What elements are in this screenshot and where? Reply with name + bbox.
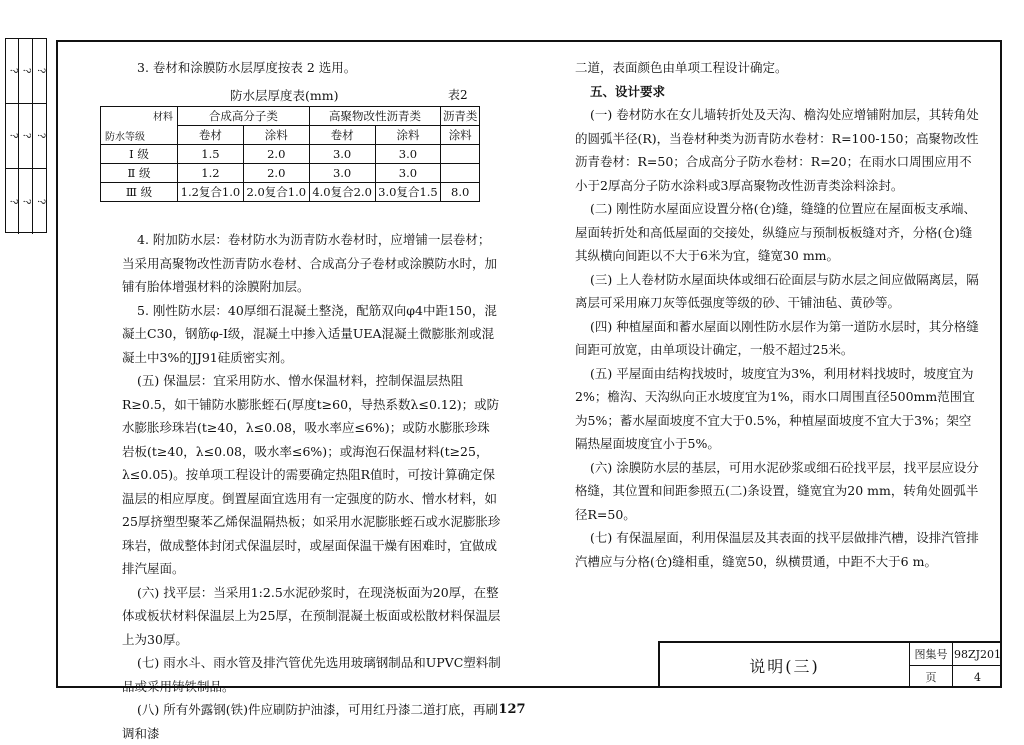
item-3: 3. 卷材和涂膜防水层厚度按表 2 选用。 <box>137 60 357 75</box>
margin-row <box>6 39 46 104</box>
requirement-1: (一) 卷材防水在女儿墙转折处及天沟、檐沟处应增铺附加层，其转角处的圆弧半径(R)，当卷材种类为沥青防水卷材：R=100-150；高聚物改性沥青卷材：R=50；合成高分子防水卷材：R=20；在雨水口周围应用不小于2厚高分子防水涂料或3厚高聚物改性沥青类涂料涂封。 <box>575 107 979 193</box>
title-block-meta <box>910 643 1002 688</box>
sheet-page-number: 4 <box>974 670 981 684</box>
item-eight-paint: (八) 所有外露钢(铁)件应刷防护油漆，可用红丹漆二道打底，再刷调和漆 <box>122 702 498 741</box>
table-cell: 2.0 <box>243 145 309 164</box>
requirement-2: (二) 刚性防水屋面应设置分格(仓)缝，缝缝的位置应在屋面板支承端、屋面转折处和高低屋面的交接处，纵缝应与预制板板缝对齐，分格(仓)缝其纵横向间距以不大于6米为宜，缝宽30 mm。 <box>575 201 976 263</box>
table-cell: 1.2复合1.0 <box>178 183 244 202</box>
table-corner-cell <box>101 107 178 145</box>
requirement-3: (三) 上人卷材防水屋面块体或细石砼面层与防水层之间应做隔离层，隔离层可采用麻刀灰等低强度等级的砂、干铺油毡、黄砂等。 <box>575 271 979 310</box>
margin-cell: ? <box>34 198 46 205</box>
corner-label-material: 材料 <box>153 112 173 123</box>
table-cell: 2.0 <box>243 164 309 183</box>
table-number: 表2 <box>448 88 468 102</box>
page-row <box>910 666 1002 688</box>
margin-row <box>6 169 46 234</box>
table-cell: 8.0 <box>441 183 480 202</box>
table-cell: 3.0复合1.5 <box>375 183 441 202</box>
table-cell: 3.0 <box>375 164 441 183</box>
group-header: 高聚物改性沥青类 <box>309 107 441 126</box>
margin-cell: ? <box>6 39 19 103</box>
sub-header: 涂料 <box>375 126 441 145</box>
margin-cell: ? <box>34 68 46 74</box>
table-cell: 3.0 <box>375 145 441 164</box>
table-cell <box>441 145 480 164</box>
level-cell: Ⅲ 级 <box>101 183 178 202</box>
continuation-text: 二道，表面颜色由单项工程设计确定。 <box>575 60 788 75</box>
item-five-insulation: (五) 保温层：宜采用防水、憎水保温材料，控制保温层热阻R≥0.5，如干铺防水膨胀蛭石(厚度t≥60，导热系数λ≤0.12)；或防水膨胀珍珠岩(t≥40，λ≤0.08，吸水率应≤6%)；或防水膨胀珍珠岩板(t≥40，λ≤0.08，吸水率≤6%)；或海泡石保温材料(t≥25，λ≤0.05)。按单项工程设计的需要确定热阻R值时，可按计算确定保温层的相应厚度。倒置屋面宜选用有一定强度的防水、憎水材料，如25厚挤塑型聚苯乙烯保温隔热板；如采用水泥膨胀蛭石或水泥膨胀珍珠岩，做成整体封闭式保温层时，或屋面保温干燥有困难时，宜做成排汽屋面。 <box>122 373 501 576</box>
section-title: 五、设计要求 <box>590 83 666 99</box>
table-cell: 1.2 <box>178 164 244 183</box>
table-cell: 4.0复合2.0 <box>309 183 375 202</box>
level-cell: Ⅱ 级 <box>101 164 178 183</box>
page-number: 127 <box>498 702 526 717</box>
thickness-table <box>100 106 480 202</box>
item-5: 5. 刚性防水层：40厚细石混凝土整浇，配筋双向φ4中距150，混凝土C30，钢筋φ-Ⅰ级，混凝土中掺入适量UEA混凝土微膨胀剂或混凝土中3%的JJ91硅质密实剂。 <box>122 302 497 365</box>
level-cell: Ⅰ 级 <box>101 145 178 164</box>
table-cell: 3.0 <box>309 145 375 164</box>
table-cell: 2.0复合1.0 <box>243 183 309 202</box>
table-row <box>101 164 480 183</box>
atlas-number: 98ZJ201 <box>953 647 1002 661</box>
sub-header: 卷材 <box>178 126 244 145</box>
atlas-row <box>910 643 1002 666</box>
right-column <box>575 56 980 573</box>
sub-header: 涂料 <box>441 126 480 145</box>
sub-header: 卷材 <box>309 126 375 145</box>
item-seven-drainage: (七) 雨水斗、雨水管及排汽管优先选用玻璃钢制品和UPVC塑料制品或采用铸铁制品。 <box>122 655 501 694</box>
requirement-4: (四) 种植屋面和蓄水屋面以刚性防水层作为第一道防水层时，其分格缝间距可放宽，由单项设计确定，一般不超过25米。 <box>575 318 979 357</box>
table-header-row <box>101 107 480 126</box>
corner-label-level: 防水等级 <box>105 132 145 143</box>
sheet-title: 说明(三) <box>660 643 910 688</box>
margin-cell: ? <box>19 39 32 103</box>
left-column-body <box>122 228 502 745</box>
requirement-7: (七) 有保温屋面，利用保温层及其表面的找平层做排汽槽，设排汽管排汽槽应与分格(仓)缝相重，缝宽50，纵横贯通，中距不大于6 m。 <box>575 530 979 569</box>
margin-cell: ? <box>34 133 46 139</box>
sub-header: 涂料 <box>243 126 309 145</box>
left-column <box>122 56 502 80</box>
margin-row <box>6 104 46 169</box>
margin-cell: ? <box>6 104 19 168</box>
table-row <box>101 183 480 202</box>
page-label: 页 <box>910 666 953 688</box>
title-block <box>658 641 1002 688</box>
table-row <box>101 145 480 164</box>
table-title: 防水层厚度表(mm) <box>230 88 339 103</box>
margin-cell: ? <box>6 169 19 234</box>
group-header: 合成高分子类 <box>178 107 310 126</box>
requirement-6: (六) 涂膜防水层的基层，可用水泥砂浆或细石砼找平层，找平层应设分格缝，其位置和间距参照五(二)条设置，缝宽宜为20 mm，转角处圆弧半径R=50。 <box>575 459 979 522</box>
margin-cell: ? <box>19 104 32 168</box>
item-4: 4. 附加防水层：卷材防水为沥青防水卷材时，应增铺一层卷材；当采用高聚物改性沥青防水卷材、合成高分子卷材或涂膜防水时，加铺有胎体增强材料的涂膜附加层。 <box>122 232 498 294</box>
table-cell: 1.5 <box>178 145 244 164</box>
table-cell: 3.0 <box>309 164 375 183</box>
atlas-label: 图集号 <box>910 643 953 665</box>
table-cell <box>441 164 480 183</box>
margin-cell: ? <box>19 169 32 234</box>
margin-annotation-block <box>5 38 47 233</box>
requirement-5: (五) 平屋面由结构找坡时，坡度宜为3%，利用材料找坡时，坡度宜为2%；檐沟、天沟纵向正水坡度宜为1%，雨水口周围直径500mm范围宜为5%；蓄水屋面坡度不宜大于0.5%，种植屋面坡度不宜大于3%；架空隔热屋面坡度宜小于5%。 <box>575 365 975 451</box>
group-header: 沥青类 <box>441 107 480 126</box>
item-six-leveling: (六) 找平层：当采用1:2.5水泥砂浆时，在现浇板面为20厚，在整体或板状材料保温层上为25厚，在预制混凝土板面或松散材料保温层上为30厚。 <box>122 584 501 647</box>
